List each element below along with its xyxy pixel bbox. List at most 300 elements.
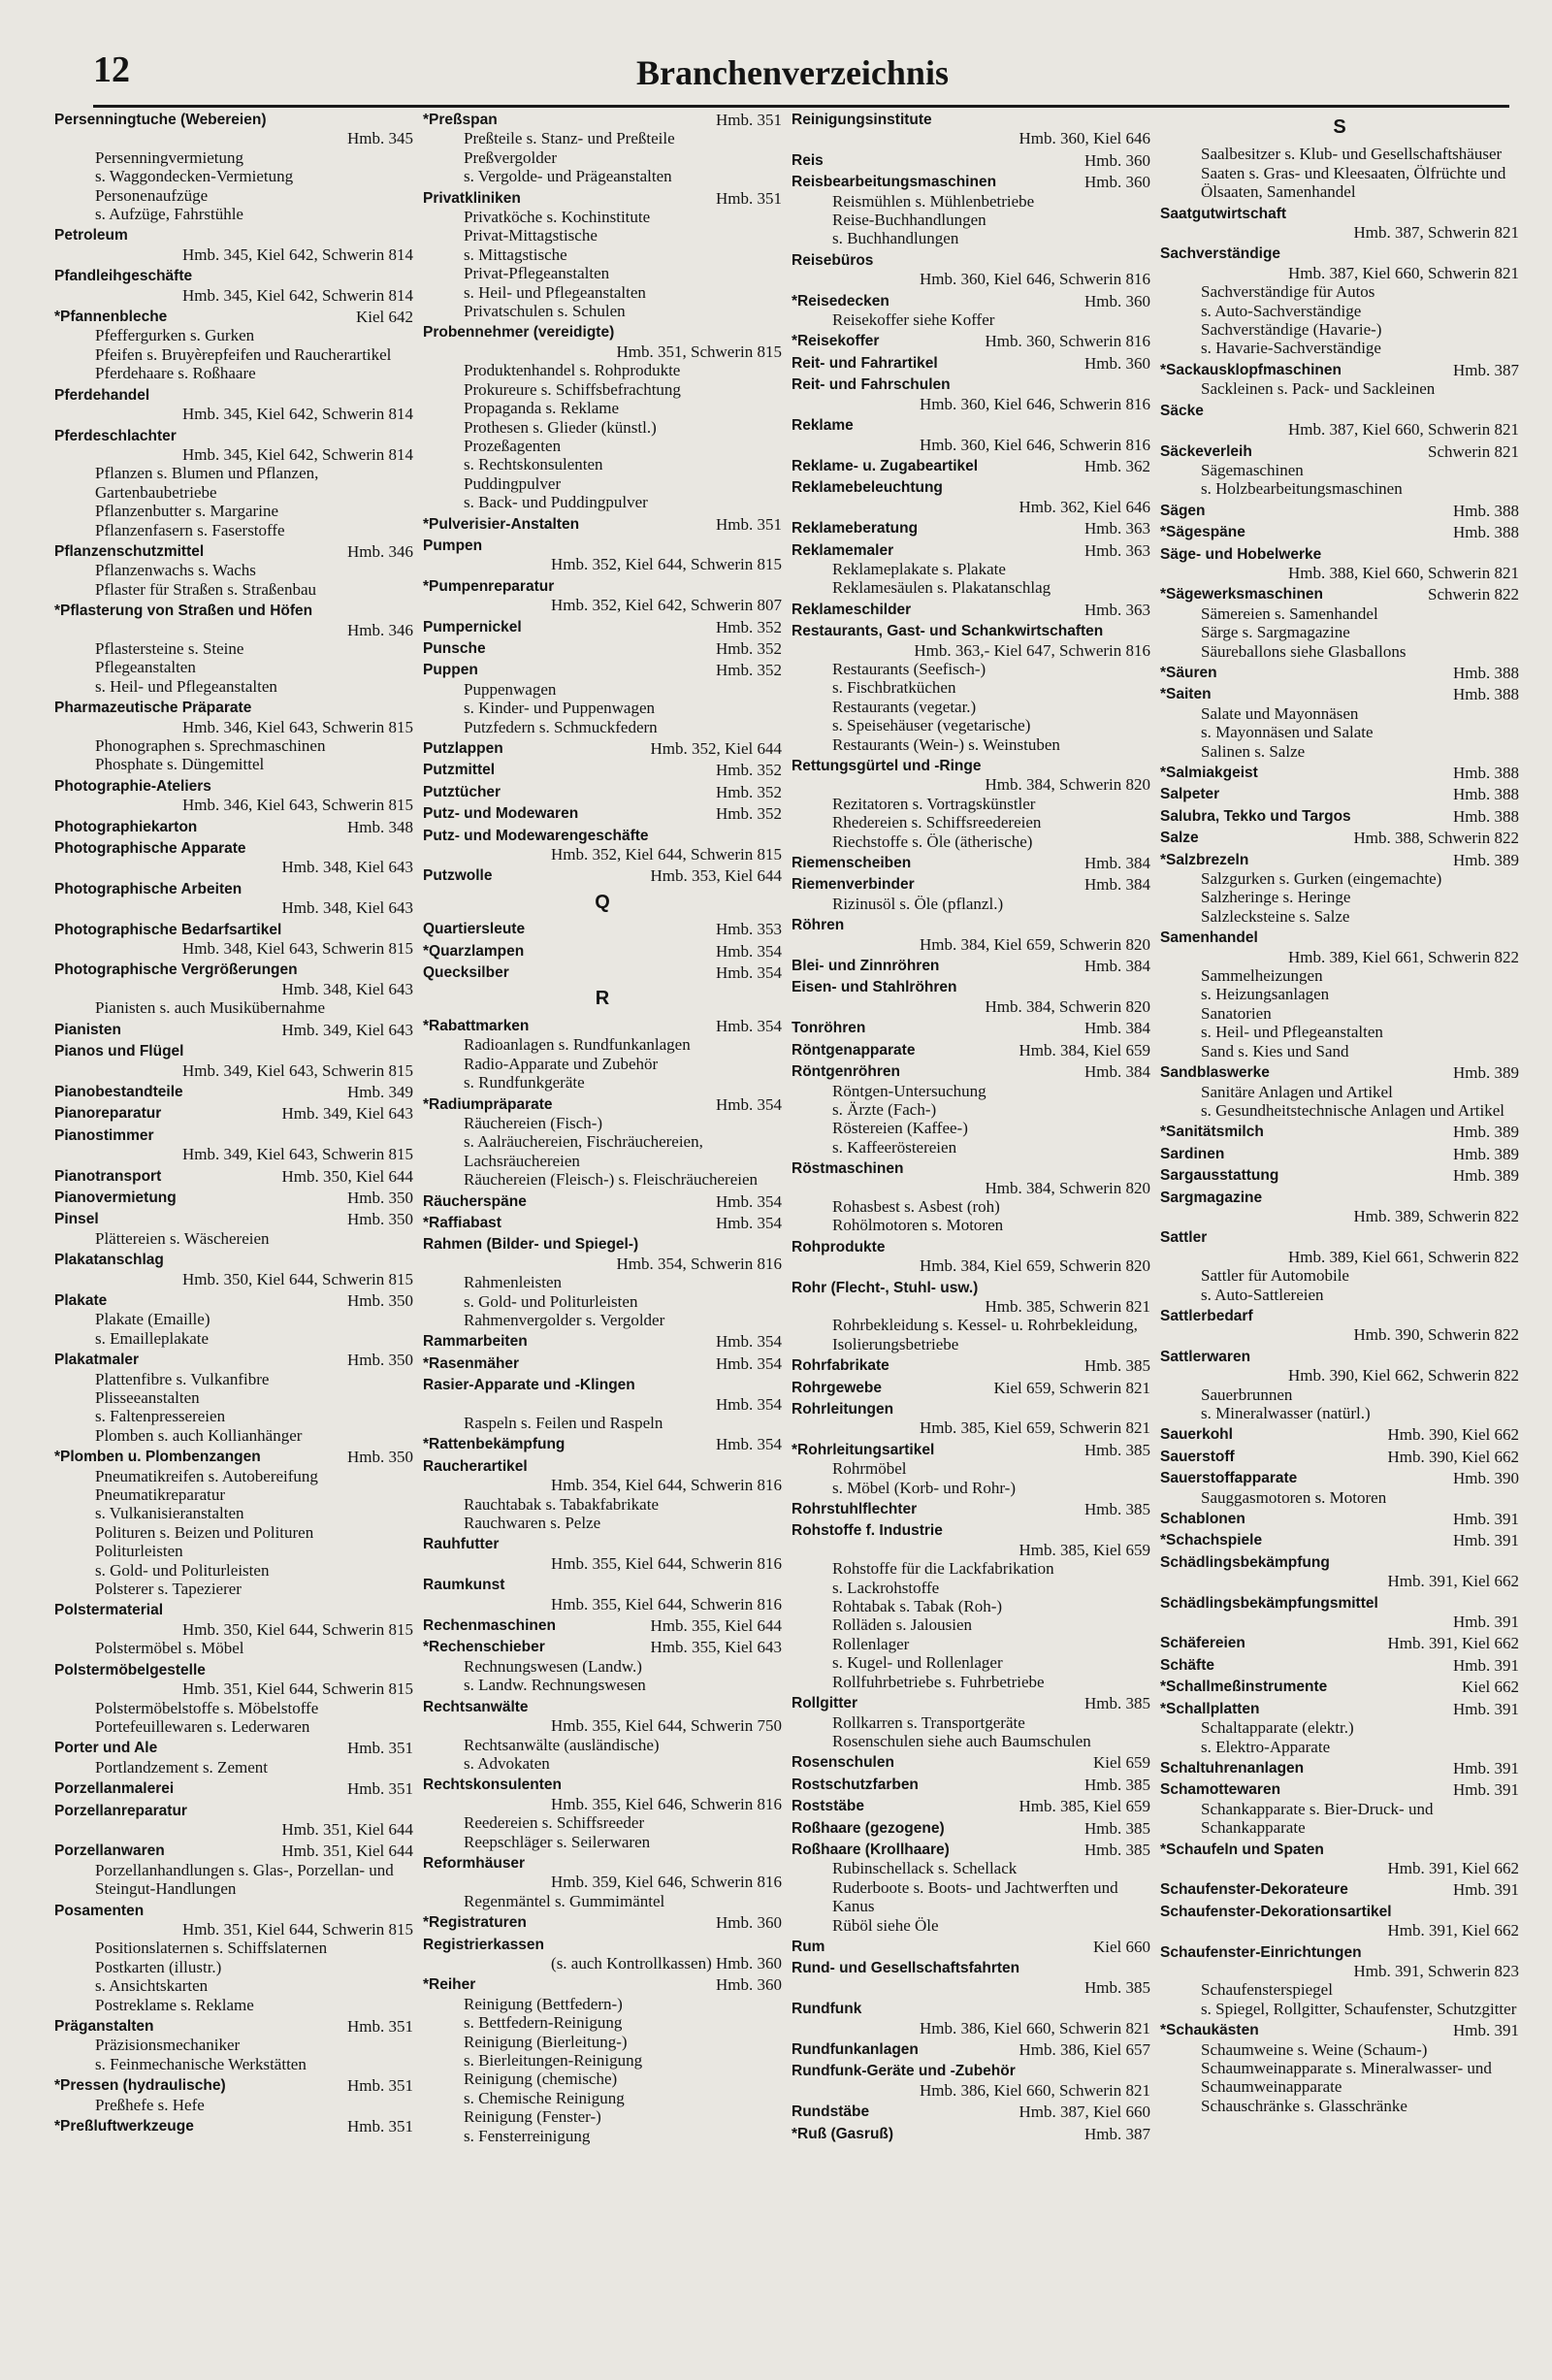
entry-cross-reference: s. Heil- und Pflegeanstalten	[464, 282, 646, 302]
entry-heading	[1160, 1145, 1519, 1163]
directory-entry	[792, 1279, 1150, 1354]
directory-entry	[792, 173, 1150, 248]
entry-cross-reference: Pflanzenfasern s. Faserstoffe	[95, 520, 285, 539]
entry-heading-text: Polstermaterial	[54, 1602, 163, 1619]
directory-entry	[792, 478, 1150, 516]
directory-entry	[792, 622, 1150, 754]
entry-reference: Hmb. 391	[1453, 2021, 1519, 2040]
entry-heading	[54, 1779, 413, 1798]
entry-cross-reference: Rizinusöl s. Öle (pflanzl.)	[832, 894, 1004, 913]
entry-heading	[423, 1435, 782, 1453]
directory-entry	[1160, 1228, 1519, 1304]
entry-heading	[423, 827, 782, 845]
entry-reference: Hmb. 389	[1453, 1144, 1519, 1163]
entry-cross-reference: s. Heizungsanlagen	[1201, 985, 1330, 1004]
entry-cross-reference: Saaten s. Gras- und Kleesaaten, Ölfrüchte und Ölsaaten, Samenhandel	[1201, 163, 1506, 202]
entry-heading-text: Putzmittel	[423, 762, 496, 779]
entry-reference-line: Hmb. 355, Kiel 644, Schwerin 750	[551, 1716, 782, 1736]
entry-heading	[54, 777, 413, 796]
directory-entry	[54, 880, 413, 918]
directory-entry	[54, 839, 413, 877]
entry-cross-reference: Puddingpulver	[464, 473, 562, 493]
entry-reference: Kiel 660	[1092, 1937, 1150, 1956]
entry-heading	[792, 541, 1150, 560]
entry-reference-line: Hmb. 346, Kiel 643, Schwerin 815	[182, 717, 413, 736]
directory-entry	[54, 1661, 413, 1737]
entry-cross-reference: s. Fensterreinigung	[464, 2126, 591, 2145]
directory-entry	[54, 818, 413, 836]
entry-cross-reference: s. Rundfunkgeräte	[464, 1073, 585, 1092]
directory-entry	[792, 292, 1150, 330]
entry-cross-reference: Propaganda s. Reklame	[464, 399, 620, 418]
directory-entry	[1160, 1700, 1519, 1756]
entry-heading-text: Rauhfutter	[423, 1536, 500, 1553]
directory-entry	[1160, 829, 1519, 847]
entry-heading	[1160, 1903, 1519, 1921]
entry-reference-line: Hmb. 360, Kiel 646, Schwerin 816	[920, 270, 1150, 289]
entry-heading	[792, 2103, 1150, 2121]
entry-heading-text: Putz- und Modewaren	[423, 805, 579, 823]
entry-heading-text: Rechtsanwälte	[423, 1698, 529, 1715]
entry-reference-line: Hmb. 352, Kiel 644, Schwerin 815	[551, 845, 782, 864]
entry-reference-line: Hmb. 352, Kiel 642, Schwerin 807	[551, 596, 782, 615]
entry-reference: Hmb. 388	[1453, 685, 1519, 704]
entry-reference-line: Hmb. 359, Kiel 646, Schwerin 816	[551, 1873, 782, 1892]
entry-reference-line: Hmb. 391, Kiel 662	[1387, 1921, 1519, 1940]
directory-entry	[54, 1167, 413, 1186]
entry-heading-text: Photographische Arbeiten	[54, 880, 242, 897]
entry-heading-text: Rechenmaschinen	[423, 1617, 556, 1635]
entry-reference: Hmb. 354	[716, 1435, 782, 1454]
entry-heading	[792, 1356, 1150, 1375]
entry-heading-text: Photographie-Ateliers	[54, 777, 211, 795]
directory-entry	[792, 957, 1150, 975]
entry-heading	[792, 1500, 1150, 1518]
entry-heading-text: Pflanzenschutzmittel	[54, 542, 205, 560]
entry-reference-line: Hmb. 391	[1453, 1613, 1519, 1632]
section-letter: R	[595, 988, 610, 1010]
entry-reference: Hmb. 354	[716, 1094, 782, 1114]
entry-heading	[54, 1842, 413, 1860]
directory-entry	[54, 267, 413, 305]
directory-entry	[792, 151, 1150, 170]
entry-heading-text: *Quarzlampen	[423, 942, 525, 960]
entry-heading	[792, 1753, 1150, 1772]
entry-heading-text: Samenhandel	[1160, 929, 1258, 947]
entry-cross-reference: Räuchereien (Fisch-)	[464, 1113, 603, 1132]
entry-cross-reference: Ruderboote s. Boots- und Jachtwerften und Kanus	[832, 1877, 1118, 1916]
entry-cross-reference: s. Kaffeeröstereien	[832, 1137, 957, 1157]
entry-reference: Hmb. 351	[716, 188, 782, 208]
directory-entry	[423, 515, 782, 534]
entry-reference: Hmb. 391	[1453, 1880, 1519, 1900]
entry-reference: Hmb. 385	[1084, 1775, 1150, 1794]
directory-entry	[1160, 851, 1519, 927]
directory-entry	[792, 1041, 1150, 1060]
entry-cross-reference: Persenningvermietung	[95, 147, 243, 167]
entry-reference-line: Hmb. 389, Kiel 661, Schwerin 822	[1288, 947, 1519, 966]
entry-heading-text: Schamottewaren	[1160, 1781, 1281, 1799]
entry-cross-reference: Räuchereien (Fleisch-) s. Fleischräuchereien	[464, 1170, 759, 1190]
entry-reference-line: Hmb. 354, Schwerin 816	[616, 1254, 782, 1273]
entry-reference: Hmb. 391	[1453, 1655, 1519, 1675]
entry-reference: Hmb. 390, Kiel 662	[1387, 1425, 1519, 1445]
entry-cross-reference: Prokureure s. Schiffsbefrachtung	[464, 379, 681, 399]
entry-heading	[54, 427, 413, 445]
directory-entry	[1160, 1634, 1519, 1652]
directory-entry	[792, 375, 1150, 413]
entry-heading	[54, 2076, 413, 2095]
entry-reference: Hmb. 350	[347, 1448, 413, 1467]
entry-heading-text: Pianostimmer	[54, 1126, 154, 1144]
entry-heading	[423, 1698, 782, 1716]
entry-heading-text: Photographische Apparate	[54, 840, 246, 858]
directory-entry	[792, 1776, 1150, 1794]
entry-reference-line: Hmb. 384, Schwerin 820	[985, 1178, 1150, 1197]
entry-heading	[54, 602, 413, 620]
entry-heading-text: Plakate	[54, 1291, 108, 1309]
entry-reference: Hmb. 384	[1084, 854, 1150, 873]
entry-heading	[54, 1661, 413, 1679]
entry-heading	[1160, 205, 1519, 223]
entry-reference-line: Hmb. 349, Kiel 643, Schwerin 815	[182, 1060, 413, 1080]
entry-heading-text: Pianovermietung	[54, 1189, 177, 1206]
entry-cross-reference: Schankapparate s. Bier-Druck- und Schankapparate	[1201, 1799, 1434, 1838]
directory-entry	[1160, 1448, 1519, 1466]
entry-heading	[423, 963, 782, 982]
entry-heading-text: Rohprodukte	[792, 1238, 886, 1255]
directory-entry	[1160, 785, 1519, 803]
directory-entry	[423, 1854, 782, 1910]
entry-heading-text: Plakatanschlag	[54, 1252, 164, 1269]
entry-reference-line: Hmb. 346, Kiel 643, Schwerin 815	[182, 796, 413, 815]
entry-heading	[792, 151, 1150, 170]
page-title: Branchenverzeichnis	[636, 53, 949, 92]
entry-heading	[423, 1854, 782, 1873]
entry-heading-text: Quecksilber	[423, 964, 509, 982]
directory-entry	[423, 323, 782, 511]
directory-entry	[1160, 1307, 1519, 1345]
entry-cross-reference: Sachverständige für Autos	[1201, 282, 1375, 302]
directory-entry	[423, 618, 782, 636]
entry-heading	[423, 1017, 782, 1035]
entry-cross-reference: s. Kugel- und Rollenlager	[832, 1653, 1003, 1673]
entry-cross-reference: s. Mineralwasser (natürl.)	[1201, 1404, 1371, 1422]
entry-cross-reference: Privat-Pflegeanstalten	[464, 264, 610, 283]
entry-heading-text: Rohstoffe f. Industrie	[792, 1522, 943, 1540]
entry-heading-text: Räucherspäne	[423, 1192, 527, 1210]
entry-heading-text: Schaltuhrenanlagen	[1160, 1759, 1305, 1777]
entry-cross-reference: Pflanzenwachs s. Wachs	[95, 561, 256, 580]
entry-heading	[54, 1189, 413, 1207]
entry-heading	[792, 875, 1150, 894]
entry-heading-text: Rohrstuhlflechter	[792, 1501, 918, 1518]
entry-heading	[423, 577, 782, 596]
entry-heading	[423, 739, 782, 758]
directory-entry	[423, 1192, 782, 1211]
directory-entry	[423, 1376, 782, 1432]
directory-entry	[792, 251, 1150, 289]
entry-cross-reference: s. Advokaten	[464, 1753, 550, 1773]
entry-heading	[792, 1041, 1150, 1060]
entry-heading-text: Plakatmaler	[54, 1352, 140, 1369]
entry-heading-text: *Sägewerksmaschinen	[1160, 586, 1324, 603]
directory-entry	[792, 1500, 1150, 1518]
entry-heading-text: Rohrfabrikate	[792, 1357, 889, 1375]
entry-reference: Hmb. 349, Kiel 643	[281, 1104, 413, 1124]
entry-cross-reference: Porzellanhandlungen s. Glas-, Porzellan- und Steingut-Handlungen	[95, 1860, 394, 1899]
entry-reference: Hmb. 387	[1084, 2124, 1150, 2143]
entry-cross-reference: Sämereien s. Samenhandel	[1201, 603, 1378, 623]
directory-entry	[792, 111, 1150, 148]
entry-cross-reference: Reklamesäulen s. Plakatanschlag	[832, 578, 1051, 598]
directory-entry	[1160, 502, 1519, 520]
entry-heading-text: Rechtskonsulenten	[423, 1777, 562, 1794]
entry-heading	[54, 1902, 413, 1920]
entry-reference-line: Hmb. 346	[347, 620, 413, 639]
directory-entry	[1160, 1553, 1519, 1591]
entry-heading	[1160, 764, 1519, 782]
column-2	[423, 111, 782, 2362]
entry-reference: Hmb. 354	[716, 1332, 782, 1352]
directory-entry	[792, 978, 1150, 1016]
entry-heading-text: Pianotransport	[54, 1167, 162, 1185]
entry-heading	[54, 1042, 413, 1060]
entry-heading-text: Reklameberatung	[792, 520, 919, 538]
entry-heading-text: *Saiten	[1160, 686, 1212, 703]
entry-reference-line: Hmb. 384, Kiel 659, Schwerin 820	[920, 934, 1150, 954]
entry-heading-text: Quartiersleute	[423, 921, 526, 938]
entry-heading-text: Rundstäbe	[792, 2103, 870, 2121]
entry-heading	[1160, 1063, 1519, 1082]
entry-reference-line: Hmb. 384, Schwerin 820	[985, 775, 1150, 795]
entry-reference: Hmb. 391, Kiel 662	[1387, 1634, 1519, 1653]
entry-cross-reference: Reismühlen s. Mühlenbetriebe	[832, 191, 1035, 211]
entry-heading-text: Tonröhren	[792, 1020, 866, 1037]
entry-cross-reference: Raspeln s. Feilen und Raspeln	[464, 1414, 663, 1432]
entry-heading	[792, 1841, 1150, 1859]
entry-cross-reference: s. Kinder- und Puppenwagen	[464, 699, 656, 718]
entry-heading	[792, 2000, 1150, 2018]
entry-heading	[1160, 1510, 1519, 1528]
directory-entry	[423, 827, 782, 864]
entry-reference-line: Hmb. 385, Kiel 659	[1018, 1540, 1150, 1559]
entry-heading	[792, 1776, 1150, 1794]
entry-cross-reference: Sachverständige (Havarie-)	[1201, 320, 1382, 340]
entry-reference: Hmb. 389	[1453, 1166, 1519, 1186]
entry-reference-line: Hmb. 385, Schwerin 821	[985, 1296, 1150, 1316]
entry-reference-line: Hmb. 360, Kiel 646	[1018, 129, 1150, 148]
entry-cross-reference: Restaurants (vegetar.)	[832, 697, 977, 716]
entry-heading	[423, 1354, 782, 1373]
entry-heading	[1160, 1425, 1519, 1444]
entry-heading-text: Sargmagazine	[1160, 1189, 1263, 1206]
entry-heading-text: *Rohrleitungsartikel	[792, 1441, 935, 1458]
entry-cross-reference: Rüböl siehe Öle	[832, 1915, 939, 1935]
entry-reference: Kiel 659	[1092, 1753, 1150, 1773]
entry-cross-reference: Rollkarren s. Transportgeräte	[832, 1712, 1025, 1732]
entry-heading	[1160, 1166, 1519, 1185]
entry-reference-line: Hmb. 363,- Kiel 647, Schwerin 816	[914, 640, 1150, 660]
entry-cross-reference: Restaurants (Seefisch-)	[832, 659, 986, 678]
entry-reference-line: Hmb. 387, Kiel 660, Schwerin 821	[1288, 420, 1519, 440]
entry-reference: Hmb. 391	[1453, 1758, 1519, 1777]
entry-cross-reference: Rosenschulen siehe auch Baumschulen	[832, 1731, 1091, 1750]
entry-cross-reference: Puppenwagen	[464, 679, 557, 699]
directory-entry	[54, 921, 413, 959]
entry-reference: Hmb. 353	[716, 920, 782, 939]
directory-entry	[54, 542, 413, 599]
entry-cross-reference: Särge s. Sargmagazine	[1201, 623, 1350, 642]
directory-entry	[792, 1938, 1150, 1956]
entry-reference: Hmb. 351	[716, 111, 782, 129]
entry-heading-text: Schäfte	[1160, 1656, 1214, 1674]
entry-heading	[54, 1802, 413, 1820]
entry-cross-reference: Rezitatoren s. Vortragskünstler	[832, 794, 1036, 813]
entry-cross-reference: Sackleinen s. Pack- und Sackleinen	[1201, 379, 1436, 399]
directory-entry	[54, 1189, 413, 1207]
directory-entry	[423, 111, 782, 186]
page-header	[93, 49, 1509, 108]
entry-reference-line: Hmb. 348, Kiel 643	[281, 858, 413, 877]
directory-entry	[1160, 807, 1519, 826]
entry-heading	[423, 1616, 782, 1635]
entry-reference: Hmb. 360	[1084, 353, 1150, 373]
directory-entry	[54, 1042, 413, 1080]
entry-cross-reference: Polstermöbel s. Möbel	[95, 1639, 244, 1658]
entry-heading-text: Roststäbe	[792, 1798, 864, 1815]
entry-heading-text: *Sackausklopfmaschinen	[1160, 361, 1342, 378]
entry-reference: Hmb. 351	[347, 2117, 413, 2136]
entry-heading-text: Sandblaswerke	[1160, 1064, 1270, 1082]
directory-entry	[1160, 1063, 1519, 1120]
entry-heading-text: Reklamemaler	[792, 541, 894, 559]
entry-heading-text: Pianos und Flügel	[54, 1043, 184, 1060]
entry-reference: Hmb. 388	[1453, 501, 1519, 520]
entry-heading-text: Pferdeschlachter	[54, 427, 177, 444]
directory-entry	[423, 1698, 782, 1774]
directory-entry	[1160, 205, 1519, 243]
entry-cross-reference: Plattenfibre s. Vulkanfibre	[95, 1369, 270, 1388]
entry-heading-text: Petroleum	[54, 227, 128, 245]
entry-cross-reference: Schaumweine s. Weine (Schaum-)	[1201, 2039, 1428, 2059]
entry-heading	[1160, 1553, 1519, 1572]
entry-heading-text: Riemenscheiben	[792, 855, 912, 872]
directory-entry	[792, 541, 1150, 598]
entry-cross-reference: s. Waggondecken-Vermietung	[95, 167, 294, 186]
entry-cross-reference: Rahmenvergolder s. Vergolder	[464, 1310, 665, 1329]
entry-reference-line: Hmb. 391, Kiel 662	[1387, 1572, 1519, 1591]
entry-cross-reference: Pferdehaare s. Roßhaare	[95, 364, 256, 383]
directory-entry	[423, 1354, 782, 1373]
entry-reference: Hmb. 388, Schwerin 822	[1353, 829, 1519, 848]
column-3	[792, 111, 1150, 2362]
directory-entry	[1160, 1903, 1519, 1940]
entry-heading-text: Säge- und Hobelwerke	[1160, 545, 1322, 563]
entry-cross-reference: Prothesen s. Glieder (künstl.)	[464, 417, 657, 437]
entry-cross-reference: Rohstoffe für die Lackfabrikation	[832, 1559, 1054, 1579]
entry-heading-text: *Pflasterung von Straßen und Höfen	[54, 603, 313, 620]
entry-reference: Hmb. 354	[716, 1213, 782, 1232]
directory-entry	[792, 519, 1150, 538]
directory-entry	[54, 1842, 413, 1898]
entry-heading	[423, 537, 782, 555]
entry-cross-reference: s. Feinmechanische Werkstätten	[95, 2054, 307, 2073]
entry-cross-reference: Pneumatikreparatur	[95, 1485, 226, 1505]
entry-heading-text: *Pfannenbleche	[54, 309, 168, 326]
entry-cross-reference: Rechtsanwälte (ausländische)	[464, 1735, 660, 1754]
entry-heading-text: Privatkliniken	[423, 189, 521, 207]
directory-entry	[423, 1576, 782, 1614]
entry-heading	[792, 1159, 1150, 1178]
directory-entry	[792, 1238, 1150, 1276]
entry-reference-line: Hmb. 345, Kiel 642, Schwerin 814	[182, 405, 413, 424]
entry-heading	[792, 2040, 1150, 2059]
entry-reference-line: Hmb. 360, Kiel 646, Schwerin 816	[920, 435, 1150, 454]
entry-heading-text: Reformhäuser	[423, 1854, 526, 1872]
entry-heading-text: *Preßluftwerkzeuge	[54, 2118, 194, 2135]
entry-heading-text: Sargausstattung	[1160, 1167, 1279, 1185]
directory-entry	[792, 1062, 1150, 1157]
entry-heading	[1160, 1634, 1519, 1652]
entry-reference: Hmb. 385	[1084, 1694, 1150, 1713]
entry-reference: Hmb. 385	[1084, 1500, 1150, 1519]
entry-cross-reference: Salinen s. Salze	[1201, 741, 1306, 761]
entry-cross-reference: Rohrmöbel	[832, 1459, 907, 1479]
entry-heading	[423, 618, 782, 636]
directory-entry	[792, 2062, 1150, 2100]
directory-entry	[54, 602, 413, 696]
entry-cross-reference: Sauggasmotoren s. Motoren	[1201, 1487, 1387, 1507]
entry-heading-text: *Registraturen	[423, 1914, 527, 1932]
entry-cross-reference: Reedereien s. Schiffsreeder	[464, 1813, 645, 1833]
directory-entry	[54, 427, 413, 539]
entry-cross-reference: s. Holzbearbeitungsmaschinen	[1201, 479, 1403, 499]
entry-reference: Hmb. 389	[1453, 1063, 1519, 1083]
entry-heading	[423, 1095, 782, 1114]
section-letter: S	[1333, 116, 1346, 138]
entry-reference: Hmb. 385	[1084, 1818, 1150, 1838]
entry-heading-text: Photographische Vergrößerungen	[54, 962, 298, 979]
entry-reference: Hmb. 352	[716, 804, 782, 824]
entry-heading	[792, 1959, 1150, 1977]
entry-heading	[792, 2125, 1150, 2143]
entry-heading-text: Schaufenster-Dekorateure	[1160, 1881, 1348, 1899]
entry-heading-text: Putzwolle	[423, 867, 493, 885]
entry-heading-text: Rettungsgürtel und -Ringe	[792, 758, 982, 774]
directory-entry	[1160, 1780, 1519, 1837]
entry-reference: Hmb. 352, Kiel 644	[650, 739, 782, 758]
entry-cross-reference: s. Auto-Sachverständige	[1201, 301, 1362, 320]
entry-cross-reference: s. Fischbratküchen	[832, 678, 956, 698]
directory-entry	[54, 1210, 413, 1248]
columns-container	[54, 111, 1519, 2371]
entry-cross-reference: Phosphate s. Düngemittel	[95, 755, 265, 774]
entry-heading-text: *Schaukästen	[1160, 2022, 1259, 2039]
entry-heading-text: Pinsel	[54, 1211, 99, 1228]
directory-entry	[792, 1441, 1150, 1497]
entry-heading-text: Persenningtuche (Webereien)	[54, 112, 267, 128]
entry-reference-line: Hmb. 351, Kiel 644, Schwerin 815	[182, 1919, 413, 1939]
directory-entry	[54, 777, 413, 815]
entry-cross-reference: Rohrbekleidung s. Kessel- u. Rohrbekleidung, Isolierungsbetriebe	[832, 1316, 1138, 1353]
entry-reference: Hmb. 384, Kiel 659	[1018, 1040, 1150, 1060]
entry-reference-line: Hmb. 350, Kiel 644, Schwerin 815	[182, 1619, 413, 1639]
entry-cross-reference: Privat-Mittagstische	[464, 226, 598, 245]
entry-heading	[1160, 1594, 1519, 1613]
entry-heading	[423, 1235, 782, 1254]
entry-heading-text: Salpeter	[1160, 786, 1220, 803]
